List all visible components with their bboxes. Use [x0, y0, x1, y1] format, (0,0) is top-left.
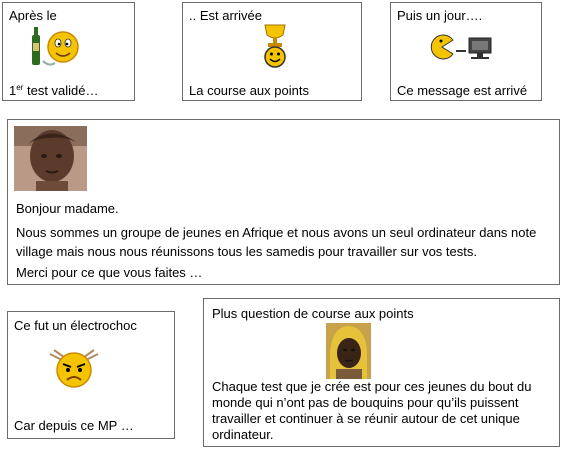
card-points-race	[182, 2, 362, 101]
card-caption: Car depuis ce MP …	[14, 418, 134, 433]
beer-smiley-icon	[29, 23, 81, 71]
card-first-test	[2, 2, 135, 101]
portrait-photo	[14, 126, 87, 191]
message-greeting: Bonjour madame.	[16, 201, 119, 216]
card-caption: Ce message est arrivé	[397, 83, 528, 98]
card-one-day	[390, 2, 542, 101]
card-body: Chaque test que je crée est pour ces jeunes du bout du monde qui n’ont pas de bouquins pour qu’ils puissent travailler et continuer à se réunir autour de cet unique ordinateur.	[212, 379, 532, 442]
message-card	[7, 119, 560, 285]
card-title: Plus question de course aux points	[212, 306, 414, 321]
card-title: Ce fut un électrochoc	[14, 318, 137, 333]
card-title: Puis un jour….	[397, 8, 483, 23]
message-thanks: Merci pour ce que vous faites …	[16, 265, 203, 280]
card-caption: La course aux points	[189, 83, 309, 98]
trophy-smiley-icon	[259, 23, 291, 69]
message-body: Nous sommes un groupe de jeunes en Afrique et nous avons un seul ordinateur dans note village mais nous nous réunissons tous les samedis pour travailler sur vos tests.	[16, 225, 537, 259]
card-caption: 1er test validé…	[9, 83, 99, 98]
shocked-smiley-icon	[46, 346, 102, 390]
card-electroshock	[7, 311, 175, 439]
card-title: .. Est arrivée	[189, 8, 262, 23]
child-photo	[326, 323, 371, 379]
card-title: Après le	[9, 8, 57, 23]
pacman-computer-icon	[429, 33, 501, 61]
card-no-more-race	[203, 298, 560, 447]
